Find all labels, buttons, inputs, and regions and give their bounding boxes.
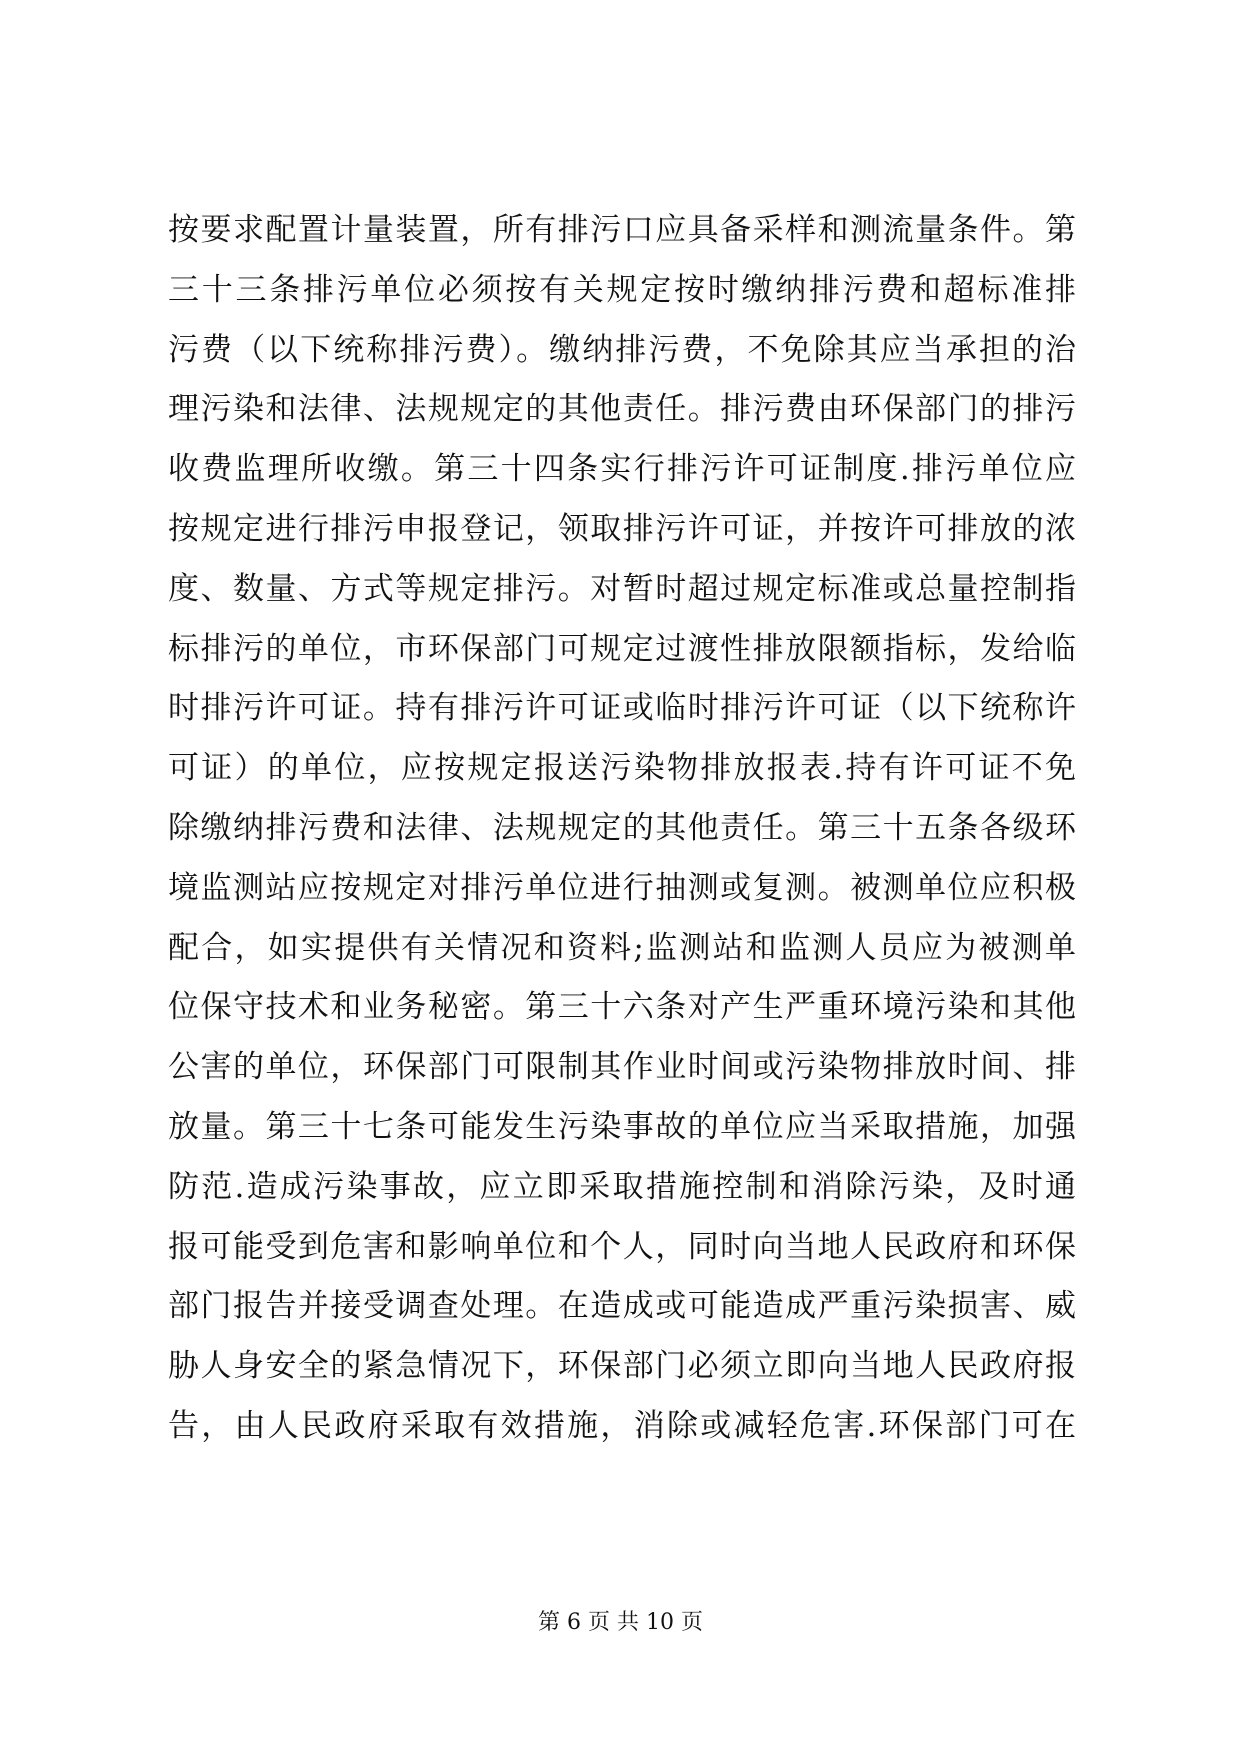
text-line: 部门报告并接受调查处理。在造成或可能造成严重污染损害、威 bbox=[168, 1288, 1076, 1324]
text-line: 按规定进行排污申报登记，领取排污许可证，并按许可排放的浓 bbox=[168, 511, 1076, 547]
text-line: 标排污的单位，市环保部门可规定过渡性排放限额指标，发给临 bbox=[168, 631, 1076, 667]
text-line: 报可能受到危害和影响单位和个人，同时向当地人民政府和环保 bbox=[168, 1229, 1076, 1265]
text-line: 配合，如实提供有关情况和资料;监测站和监测人员应为被测单 bbox=[168, 930, 1076, 966]
text-line: 境监测站应按规定对排污单位进行抽测或复测。被测单位应积极 bbox=[168, 870, 1076, 906]
text-line: 公害的单位，环保部门可限制其作业时间或污染物排放时间、排 bbox=[168, 1049, 1076, 1085]
text-line: 度、数量、方式等规定排污。对暂时超过规定标准或总量控制指 bbox=[168, 571, 1076, 607]
text-line: 胁人身安全的紧急情况下，环保部门必须立即向当地人民政府报 bbox=[168, 1348, 1076, 1384]
text-line: 污费（以下统称排污费）。缴纳排污费，不免除其应当承担的治 bbox=[168, 332, 1076, 368]
text-line: 按要求配置计量装置，所有排污口应具备采样和测流量条件。第 bbox=[168, 212, 1076, 248]
text-line: 三十三条排污单位必须按有关规定按时缴纳排污费和超标准排 bbox=[168, 272, 1076, 308]
text-line: 位保守技术和业务秘密。第三十六条对产生严重环境污染和其他 bbox=[168, 989, 1076, 1025]
text-line: 理污染和法律、法规规定的其他责任。排污费由环保部门的排污 bbox=[168, 391, 1076, 427]
text-line: 时排污许可证。持有排污许可证或临时排污许可证（以下统称许 bbox=[168, 690, 1076, 726]
text-line: 放量。第三十七条可能发生污染事故的单位应当采取措施，加强 bbox=[168, 1109, 1076, 1145]
text-line: 除缴纳排污费和法律、法规规定的其他责任。第三十五条各级环 bbox=[168, 810, 1076, 846]
text-line: 可证）的单位，应按规定报送污染物排放报表.持有许可证不免 bbox=[168, 750, 1076, 786]
text-line: 收费监理所收缴。第三十四条实行排污许可证制度.排污单位应 bbox=[168, 451, 1076, 487]
text-line: 防范.造成污染事故，应立即采取措施控制和消除污染，及时通 bbox=[168, 1169, 1076, 1205]
text-line: 告，由人民政府采取有效措施，消除或减轻危害.环保部门可在 bbox=[168, 1408, 1076, 1444]
page-number-footer: 第 6 页 共 10 页 bbox=[538, 1610, 703, 1635]
